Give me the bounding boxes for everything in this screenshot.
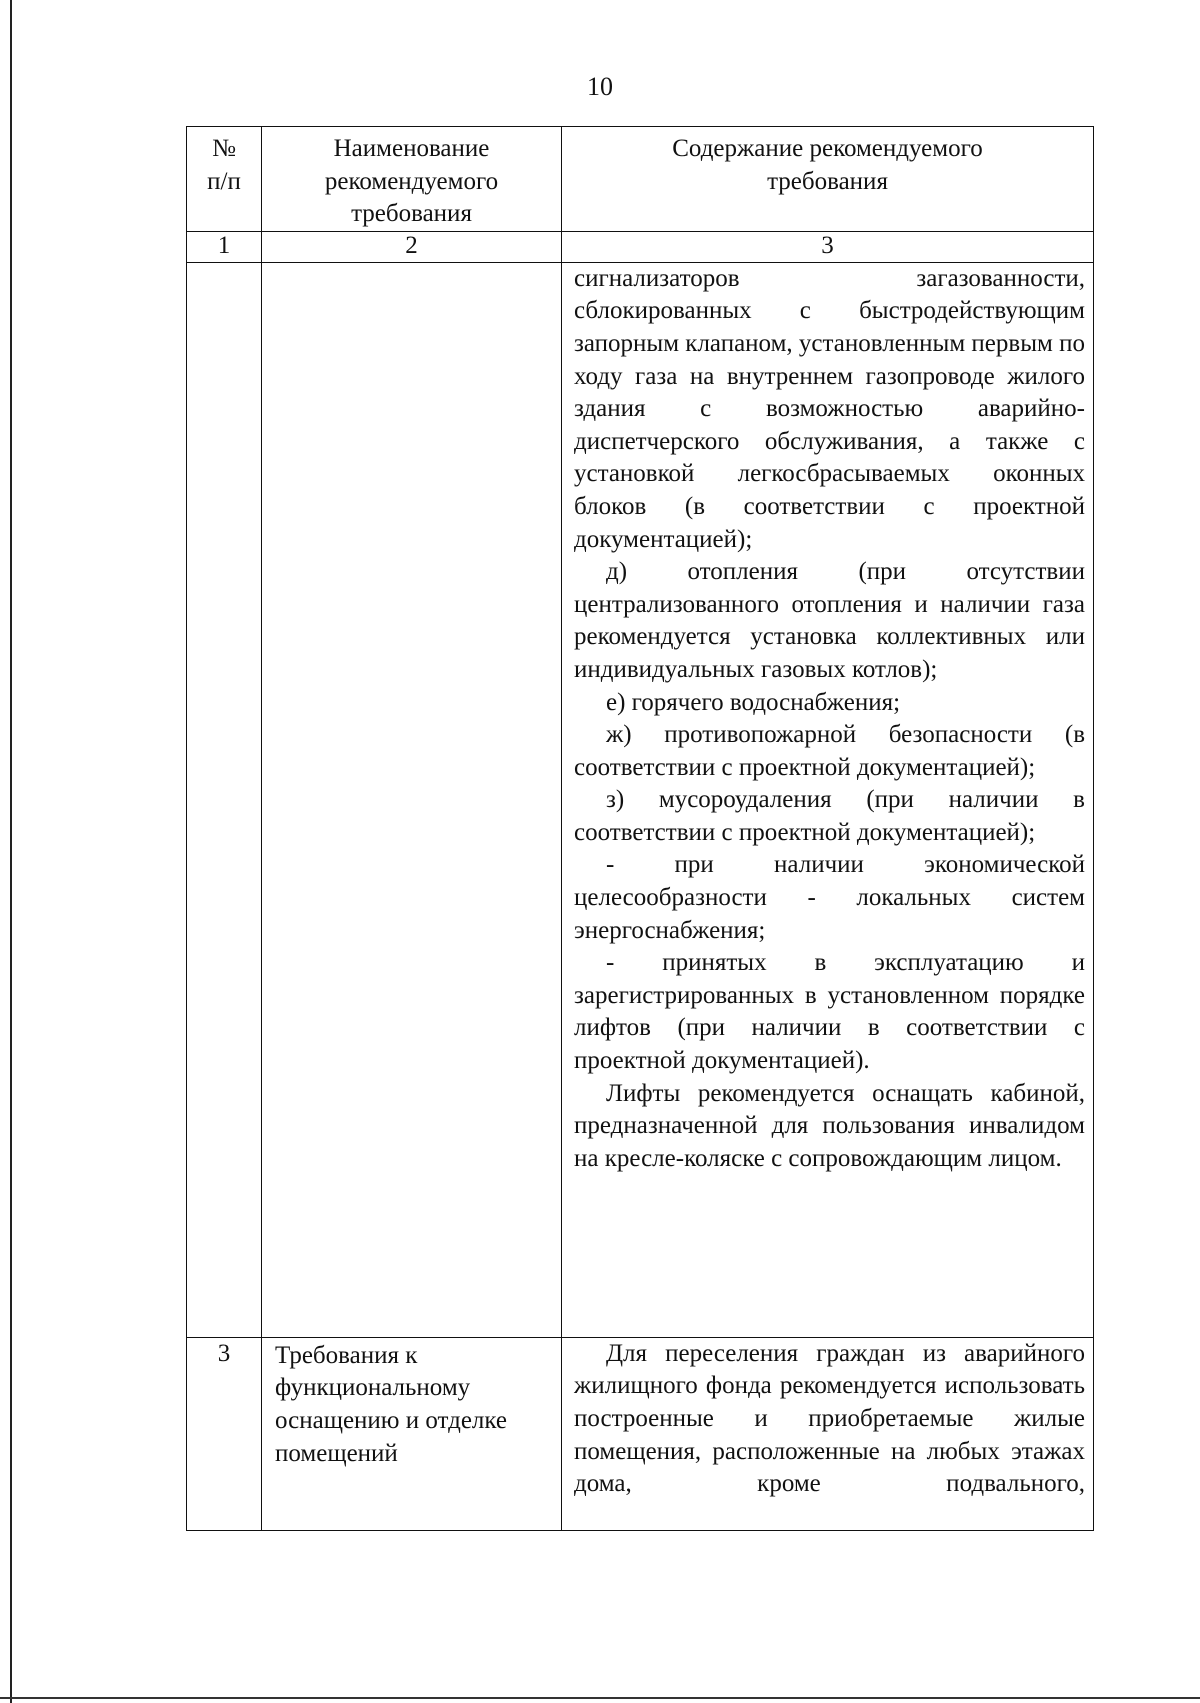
table-row — [187, 262, 1094, 1337]
content-paragraph: Для переселения граждан из аварийного жилищного фонда рекомендуется использовать построенные и приобретаемые жилые помещения, расположенные на любых этажах дома, кроме подвального, — [574, 1339, 1085, 1498]
header-name: Наименование рекомендуемого требования — [262, 127, 562, 232]
content-paragraph: ж) противопожарной безопасности (в соответствии с проектной документацией); — [574, 721, 1085, 781]
row-content — [562, 1337, 1094, 1530]
content-paragraph: - при наличии экономической целесообразности - локальных систем энергоснабжения; — [574, 851, 1085, 944]
content-paragraph: з) мусороудаления (при наличии в соответствии с проектной документацией); — [574, 786, 1085, 846]
table-header-row — [187, 127, 1094, 232]
row-number — [187, 262, 262, 1337]
column-number-row — [187, 231, 1094, 262]
content-paragraph: д) отопления (при отсутствии централизованного отопления и наличии газа рекомендуется установка коллективных или индивидуальных газовых котлов); — [574, 558, 1085, 683]
column-number-2: 2 — [262, 231, 562, 262]
row-number: 3 — [187, 1337, 262, 1530]
content-paragraph: - принятых в эксплуатацию и зарегистрированных в установленном порядке лифтов (при наличии в соответствии с проектной документацией). — [574, 949, 1085, 1075]
content-paragraph: сигнализаторов загазованности, сблокированных с быстродействующим запорным клапаном, установленным первым по ходу газа на внутреннем газопроводе жилого здания с возможностью аварийно-диспетчерского обслуживания, а также с установкой легкосбрасываемых оконных блоков (в соответствии с проектной документацией); — [574, 264, 1085, 553]
header-number: № п/п — [187, 127, 262, 232]
content-paragraph: е) горячего водоснабжения; — [606, 688, 901, 716]
page-edge-bottom — [0, 1697, 1200, 1699]
content-paragraph: Лифты рекомендуется оснащать кабиной, предназначенной для пользования инвалидом на кресле-коляске с сопровождающим лицом. — [574, 1079, 1085, 1172]
row-name: Требования к функциональному оснащению и отделке помещений — [262, 1337, 562, 1530]
table-row — [187, 1337, 1094, 1530]
row-name — [262, 262, 562, 1337]
requirements-table — [186, 126, 1094, 1531]
header-content: Содержание рекомендуемого требования — [562, 127, 1094, 232]
column-number-3: 3 — [562, 231, 1094, 262]
row-content — [562, 262, 1094, 1337]
column-number-1: 1 — [187, 231, 262, 262]
page-number: 10 — [587, 72, 613, 101]
page-edge-left — [10, 0, 12, 1703]
